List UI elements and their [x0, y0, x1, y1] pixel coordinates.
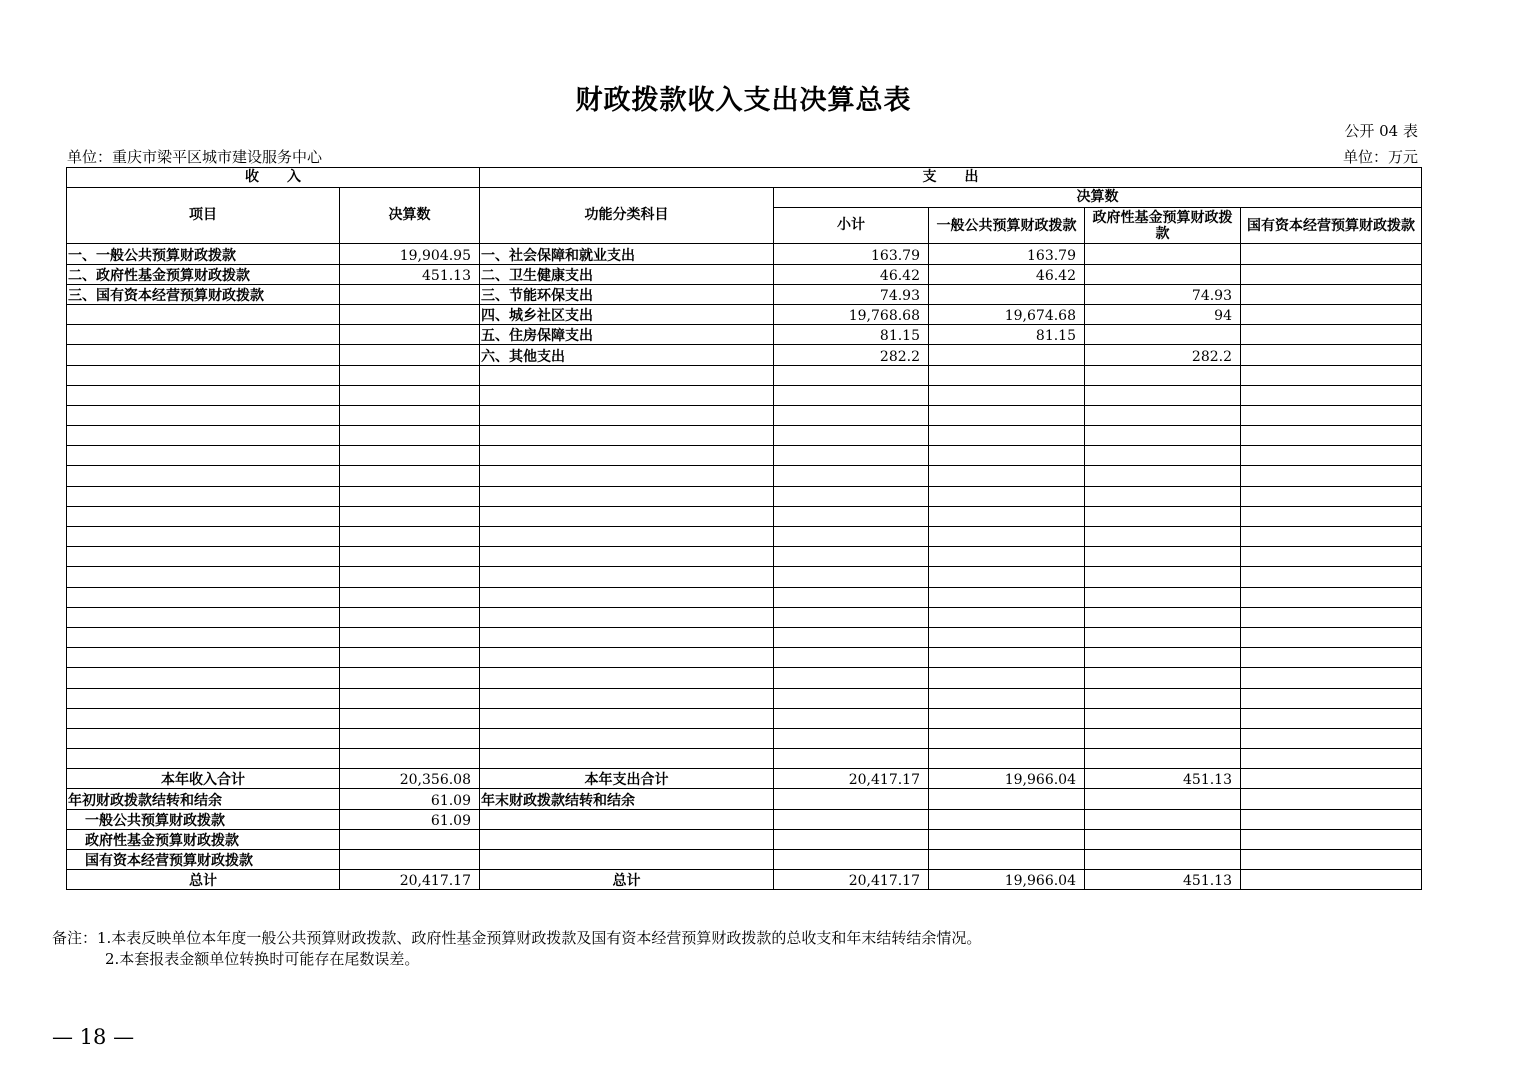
table-cell	[67, 365, 340, 385]
table-cell	[340, 829, 480, 849]
table-cell	[929, 627, 1085, 647]
table-cell	[480, 486, 774, 506]
expense-fund-cell: 282.2	[1085, 345, 1241, 365]
grand-total-expense-label: 总计	[480, 870, 774, 890]
notes	[52, 928, 981, 970]
table-cell	[1241, 567, 1422, 587]
table-cell	[480, 728, 774, 748]
income-item-cell: 二、政府性基金预算财政拨款	[67, 264, 340, 284]
table-cell	[1085, 466, 1241, 486]
table-cell	[340, 567, 480, 587]
table-cell	[480, 567, 774, 587]
expense-general-cell: 81.15	[929, 325, 1085, 345]
table-cell	[480, 426, 774, 446]
table-cell	[774, 708, 929, 728]
table-cell	[480, 627, 774, 647]
table-cell	[929, 749, 1085, 769]
table-cell	[774, 809, 929, 829]
table-cell	[67, 405, 340, 425]
header-subtotal: 小计	[774, 208, 929, 244]
grand-total-income-label: 总计	[67, 870, 340, 890]
table-cell	[929, 547, 1085, 567]
expense-subtotal-cell: 282.2	[774, 345, 929, 365]
header-state-capital: 国有资本经营预算财政拨款	[1241, 208, 1422, 244]
empty-row	[67, 426, 1422, 446]
header-final-amount-group: 决算数	[774, 188, 1422, 208]
empty-row	[67, 446, 1422, 466]
table-row	[67, 304, 1422, 324]
expense-general-cell	[929, 345, 1085, 365]
table-cell	[1241, 527, 1422, 547]
table-cell	[480, 385, 774, 405]
empty-row	[67, 466, 1422, 486]
table-cell	[1241, 668, 1422, 688]
income-total-label: 本年收入合计	[67, 769, 340, 789]
table-cell	[480, 850, 774, 870]
table-cell	[1241, 426, 1422, 446]
carryover-general-row	[67, 809, 1422, 829]
table-cell	[929, 466, 1085, 486]
expense-fund-cell: 94	[1085, 304, 1241, 324]
table-cell	[1085, 668, 1241, 688]
header-row-top	[67, 168, 1422, 188]
table-cell	[67, 446, 340, 466]
table-cell	[1241, 365, 1422, 385]
grand-total-income-value: 20,417.17	[340, 870, 480, 890]
table-row	[67, 244, 1422, 264]
table-cell	[774, 527, 929, 547]
table-cell	[929, 587, 1085, 607]
table-cell	[340, 426, 480, 446]
table-cell	[1085, 627, 1241, 647]
table-cell	[340, 486, 480, 506]
table-cell	[67, 708, 340, 728]
header-function-subject: 功能分类科目	[480, 188, 774, 244]
table-cell	[929, 405, 1085, 425]
table-cell	[774, 688, 929, 708]
table-cell	[929, 850, 1085, 870]
table-cell	[1085, 486, 1241, 506]
empty-row	[67, 688, 1422, 708]
expense-general-cell	[929, 284, 1085, 304]
empty-row	[67, 365, 1422, 385]
table-cell	[929, 506, 1085, 526]
table-cell	[340, 385, 480, 405]
table-cell	[1241, 648, 1422, 668]
table-cell	[929, 365, 1085, 385]
table-cell	[480, 466, 774, 486]
income-item-cell	[67, 304, 340, 324]
table-cell	[774, 607, 929, 627]
table-cell	[67, 749, 340, 769]
note-2: 2.本套报表金额单位转换时可能存在尾数误差。	[105, 950, 420, 968]
income-total-value: 20,356.08	[340, 769, 480, 789]
table-cell	[340, 547, 480, 567]
header-income: 收 入	[67, 168, 480, 188]
expense-fund-cell	[1085, 244, 1241, 264]
table-cell	[774, 749, 929, 769]
expense-capital-cell	[1241, 244, 1422, 264]
table-cell	[929, 789, 1085, 809]
table-cell	[67, 486, 340, 506]
annual-total-row	[67, 769, 1422, 789]
table-cell	[929, 668, 1085, 688]
table-cell	[774, 385, 929, 405]
table-cell	[929, 648, 1085, 668]
table-cell	[1241, 385, 1422, 405]
table-cell	[480, 829, 774, 849]
table-cell	[67, 648, 340, 668]
table-cell	[1085, 648, 1241, 668]
income-amount-cell	[340, 325, 480, 345]
table-row	[67, 345, 1422, 365]
empty-row	[67, 627, 1422, 647]
table-cell	[1085, 587, 1241, 607]
table-cell	[480, 587, 774, 607]
table-cell	[480, 648, 774, 668]
empty-row	[67, 567, 1422, 587]
expense-fund-cell	[1085, 264, 1241, 284]
table-cell	[1085, 688, 1241, 708]
expense-capital-cell	[1241, 304, 1422, 324]
table-cell	[774, 668, 929, 688]
empty-row	[67, 587, 1422, 607]
table-cell	[1241, 466, 1422, 486]
table-cell	[480, 506, 774, 526]
table-cell	[1241, 506, 1422, 526]
table-row	[67, 284, 1422, 304]
table-cell	[774, 365, 929, 385]
table-cell	[774, 728, 929, 748]
table-cell	[929, 688, 1085, 708]
income-item-cell	[67, 345, 340, 365]
table-cell	[480, 688, 774, 708]
carryover-row	[67, 789, 1422, 809]
empty-row	[67, 648, 1422, 668]
table-cell	[340, 648, 480, 668]
table-cell	[1241, 627, 1422, 647]
table-cell	[1241, 587, 1422, 607]
grand-total-fund: 451.13	[1085, 870, 1241, 890]
table-cell	[67, 668, 340, 688]
table-cell	[480, 809, 774, 829]
expense-subtotal-cell: 81.15	[774, 325, 929, 345]
capital-carry-label: 国有资本经营预算财政拨款	[67, 850, 340, 870]
table-cell	[1085, 567, 1241, 587]
table-cell	[67, 466, 340, 486]
table-cell	[1241, 547, 1422, 567]
expense-general-cell: 19,674.68	[929, 304, 1085, 324]
empty-row	[67, 728, 1422, 748]
header-gov-fund: 政府性基金预算财政拨款	[1085, 208, 1241, 244]
expense-general-cell: 163.79	[929, 244, 1085, 264]
table-cell	[67, 385, 340, 405]
empty-row	[67, 749, 1422, 769]
expense-item-cell: 六、其他支出	[480, 345, 774, 365]
table-cell	[1085, 749, 1241, 769]
table-cell	[929, 567, 1085, 587]
expense-fund-cell: 74.93	[1085, 284, 1241, 304]
expense-subtotal-cell: 46.42	[774, 264, 929, 284]
table-cell	[67, 587, 340, 607]
table-cell	[1241, 728, 1422, 748]
table-cell	[1241, 446, 1422, 466]
table-cell	[1085, 365, 1241, 385]
expense-total-fund: 451.13	[1085, 769, 1241, 789]
table-cell	[340, 466, 480, 486]
table-cell	[929, 486, 1085, 506]
empty-row	[67, 385, 1422, 405]
table-cell	[1085, 405, 1241, 425]
empty-row	[67, 506, 1422, 526]
page-title: 财政拨款收入支出决算总表	[575, 85, 912, 116]
expense-capital-cell	[1241, 325, 1422, 345]
table-cell	[774, 466, 929, 486]
table-row	[67, 264, 1422, 284]
header-item: 项目	[67, 188, 340, 244]
table-cell	[340, 708, 480, 728]
table-cell	[1085, 547, 1241, 567]
table-cell	[929, 426, 1085, 446]
table-cell	[67, 728, 340, 748]
table-cell	[1085, 527, 1241, 547]
expense-item-cell: 五、住房保障支出	[480, 325, 774, 345]
table-cell	[1241, 789, 1422, 809]
general-carry-value: 61.09	[340, 809, 480, 829]
table-cell	[340, 607, 480, 627]
table-cell	[774, 627, 929, 647]
table-cell	[480, 365, 774, 385]
table-cell	[1241, 708, 1422, 728]
table-cell	[774, 567, 929, 587]
empty-row	[67, 547, 1422, 567]
expense-total-general: 19,966.04	[929, 769, 1085, 789]
income-item-cell	[67, 325, 340, 345]
grand-total-general: 19,966.04	[929, 870, 1085, 890]
table-cell	[929, 446, 1085, 466]
table-cell	[1085, 506, 1241, 526]
table-cell	[340, 587, 480, 607]
empty-row	[67, 486, 1422, 506]
table-cell	[340, 850, 480, 870]
income-amount-cell	[340, 304, 480, 324]
table-cell	[929, 728, 1085, 748]
table-cell	[67, 506, 340, 526]
table-cell	[67, 547, 340, 567]
table-cell	[1241, 769, 1422, 789]
header-row-mid	[67, 188, 1422, 208]
table-cell	[1241, 405, 1422, 425]
table-cell	[1085, 829, 1241, 849]
income-item-cell: 三、国有资本经营预算财政拨款	[67, 284, 340, 304]
table-cell	[340, 365, 480, 385]
table-cell	[1241, 607, 1422, 627]
table-cell	[67, 688, 340, 708]
page-number: — 18 —	[52, 1025, 135, 1049]
expense-fund-cell	[1085, 325, 1241, 345]
table-cell	[929, 607, 1085, 627]
expense-item-cell: 二、卫生健康支出	[480, 264, 774, 284]
table-cell	[67, 607, 340, 627]
table-cell	[340, 446, 480, 466]
expense-total-label: 本年支出合计	[480, 769, 774, 789]
table-cell	[1241, 486, 1422, 506]
table-cell	[774, 486, 929, 506]
table-cell	[1085, 728, 1241, 748]
table-cell	[480, 668, 774, 688]
table-cell	[1085, 446, 1241, 466]
grand-total-row	[67, 870, 1422, 890]
header-final-amount: 决算数	[340, 188, 480, 244]
table-cell	[929, 829, 1085, 849]
table-cell	[1241, 809, 1422, 829]
table-cell	[1085, 426, 1241, 446]
empty-row	[67, 708, 1422, 728]
expense-capital-cell	[1241, 345, 1422, 365]
table-cell	[480, 607, 774, 627]
fund-carry-label: 政府性基金预算财政拨款	[67, 829, 340, 849]
carry-begin-label: 年初财政拨款结转和结余	[67, 789, 340, 809]
table-cell	[340, 749, 480, 769]
grand-total-subtotal: 20,417.17	[774, 870, 929, 890]
table-cell	[67, 426, 340, 446]
table-cell	[340, 728, 480, 748]
table-cell	[1241, 829, 1422, 849]
header-general-budget: 一般公共预算财政拨款	[929, 208, 1085, 244]
table-cell	[774, 648, 929, 668]
note-1: 备注：1.本表反映单位本年度一般公共预算财政拨款、政府性基金预算财政拨款及国有资本经营预算财政拨款的总收支和年末结转结余情况。	[52, 929, 982, 947]
table-cell	[1241, 749, 1422, 769]
income-item-cell: 一、一般公共预算财政拨款	[67, 244, 340, 264]
table-cell	[1085, 850, 1241, 870]
table-cell	[67, 527, 340, 547]
table-cell	[480, 405, 774, 425]
table-cell	[774, 446, 929, 466]
table-cell	[480, 708, 774, 728]
table-row	[67, 325, 1422, 345]
table-cell	[1085, 607, 1241, 627]
expense-total-subtotal: 20,417.17	[774, 769, 929, 789]
table-cell	[67, 627, 340, 647]
expense-capital-cell	[1241, 264, 1422, 284]
income-amount-cell: 451.13	[340, 264, 480, 284]
general-carry-label: 一般公共预算财政拨款	[67, 809, 340, 829]
income-amount-cell	[340, 345, 480, 365]
table-cell	[774, 587, 929, 607]
table-cell	[1085, 708, 1241, 728]
empty-row	[67, 607, 1422, 627]
expense-item-cell: 四、城乡社区支出	[480, 304, 774, 324]
expense-item-cell: 三、节能环保支出	[480, 284, 774, 304]
empty-row	[67, 527, 1422, 547]
table-cell	[1241, 688, 1422, 708]
income-amount-cell	[340, 284, 480, 304]
table-cell	[774, 547, 929, 567]
empty-row	[67, 405, 1422, 425]
table-cell	[67, 567, 340, 587]
currency-unit: 单位：万元	[1342, 148, 1418, 166]
table-cell	[340, 405, 480, 425]
table-cell	[340, 688, 480, 708]
unit-name: 单位：重庆市梁平区城市建设服务中心	[67, 148, 323, 166]
table-cell	[929, 708, 1085, 728]
table-cell	[1085, 789, 1241, 809]
table-cell	[929, 527, 1085, 547]
table-cell	[480, 547, 774, 567]
expense-subtotal-cell: 74.93	[774, 284, 929, 304]
expense-general-cell: 46.42	[929, 264, 1085, 284]
table-cell	[929, 385, 1085, 405]
expense-capital-cell	[1241, 284, 1422, 304]
table-cell	[340, 527, 480, 547]
table-cell	[774, 426, 929, 446]
table-cell	[1241, 870, 1422, 890]
table-cell	[480, 527, 774, 547]
table-cell	[480, 446, 774, 466]
expense-item-cell: 一、社会保障和就业支出	[480, 244, 774, 264]
table-cell	[1085, 809, 1241, 829]
empty-row	[67, 668, 1422, 688]
table-cell	[480, 749, 774, 769]
table-cell	[774, 829, 929, 849]
table-cell	[774, 405, 929, 425]
table-cell	[774, 506, 929, 526]
table-cell	[340, 668, 480, 688]
table-cell	[340, 506, 480, 526]
table-cell	[340, 627, 480, 647]
budget-table	[66, 167, 1422, 890]
form-number: 公开 04 表	[1344, 122, 1418, 140]
income-amount-cell: 19,904.95	[340, 244, 480, 264]
table-cell	[774, 789, 929, 809]
expense-subtotal-cell: 163.79	[774, 244, 929, 264]
table-cell	[929, 809, 1085, 829]
carryover-capital-row	[67, 850, 1422, 870]
table-cell	[1085, 385, 1241, 405]
carryover-fund-row	[67, 829, 1422, 849]
header-expense: 支 出	[480, 168, 1422, 188]
table-cell	[1241, 850, 1422, 870]
expense-subtotal-cell: 19,768.68	[774, 304, 929, 324]
table-cell	[774, 850, 929, 870]
carry-begin-value: 61.09	[340, 789, 480, 809]
carry-end-label: 年末财政拨款结转和结余	[480, 789, 774, 809]
